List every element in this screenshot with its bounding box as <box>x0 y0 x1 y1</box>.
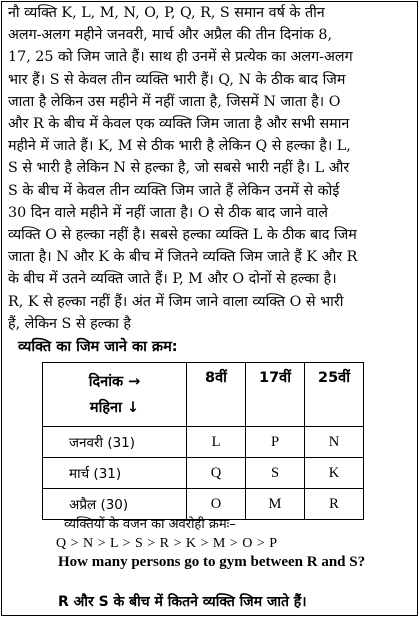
table-header-row <box>43 363 364 427</box>
puzzle-line: अलग-अलग महीने जनवरी, मार्च और अप्रैल की तीन दिनांक 8, <box>8 27 333 44</box>
schedule-heading: व्यक्ति का जिम जाने का क्रम: <box>18 339 178 355</box>
puzzle-line: के बीच में उतने व्यक्ति जाते हैं। P, M और O दोनों से हल्का है। <box>8 271 337 288</box>
table-row <box>43 458 364 489</box>
date-header: 8वीं <box>187 363 246 427</box>
weight-heading: व्यक्तियों के वजन का अवरोही क्रमः– <box>64 517 236 532</box>
puzzle-line: S के बीच में केवल तीन व्यक्ति जिम जाते हैं लेकिन उनमें से कोई <box>8 182 340 199</box>
schedule-table <box>42 362 364 520</box>
person-cell: O <box>187 489 246 520</box>
person-cell: P <box>246 427 305 458</box>
person-cell: M <box>246 489 305 520</box>
puzzle-line: जाता है। N और K के बीच में जितने व्यक्ति जिम जाते हैं K और R <box>8 249 358 266</box>
person-cell: L <box>187 427 246 458</box>
puzzle-line: नौ व्यक्ति K, L, M, N, O, P, Q, R, S समान वर्ष के तीन <box>8 5 325 21</box>
puzzle-line: हैं, लेकिन S से हल्का है <box>8 315 131 332</box>
puzzle-line: R, K से हल्का नहीं हैं। अंत में जिम जाने वाला व्यक्ति O से भारी <box>8 293 344 310</box>
puzzle-paragraph <box>8 2 413 335</box>
person-cell: N <box>305 427 364 458</box>
month-cell: मार्च (31) <box>43 458 187 489</box>
weight-order: Q > N > L > S > R > K > M > O > P <box>56 536 278 551</box>
month-cell: जनवरी (31) <box>43 427 187 458</box>
puzzle-line: महीने में जाते हैं। K, M से ठीक भारी है लेकिन Q से हल्का है। L, <box>8 138 351 155</box>
person-cell: K <box>305 458 364 489</box>
header-corner-cell <box>43 363 187 427</box>
month-cell: अप्रैल (30) <box>43 489 187 520</box>
puzzle-line: व्यक्ति O से हल्का नहीं है। सबसे हल्का व्यक्ति L के ठीक बाद जिम <box>8 227 357 244</box>
person-cell: R <box>305 489 364 520</box>
puzzle-line: भार हैं। S से केवल तीन व्यक्ति भारी हैं। Q, N के ठीक बाद जिम <box>8 71 346 88</box>
question-hindi: R और S के बीच में कितने व्यक्ति जिम जाते हैं। <box>58 594 307 610</box>
date-header: 25वीं <box>305 363 364 427</box>
puzzle-line: S से भारी है लेकिन N से हल्का है, जो सबसे भारी नहीं है। L और <box>8 160 350 177</box>
person-cell: Q <box>187 458 246 489</box>
person-cell: S <box>246 458 305 489</box>
puzzle-line: और R के बीच में केवल एक व्यक्ति जिम जाता है और सभी समान <box>8 116 350 133</box>
puzzle-line: 30 दिन वाले महीने में नहीं जाता है। O से ठीक बाद जाने वाले <box>8 204 328 221</box>
header-date-label: दिनांक → <box>88 373 141 390</box>
date-header: 17वीं <box>246 363 305 427</box>
puzzle-line: 17, 25 को जिम जाते हैं। साथ ही उनमें से प्रत्येक का अलग-अलग <box>8 49 353 66</box>
puzzle-line: जाता है लेकिन उस महीने में नहीं जाता है, जिसमें N जाता है। O <box>8 93 341 110</box>
header-month-label: महिना ↓ <box>89 399 140 416</box>
table-row <box>43 427 364 458</box>
question-english: How many persons go to gym between R and S? <box>58 554 366 570</box>
